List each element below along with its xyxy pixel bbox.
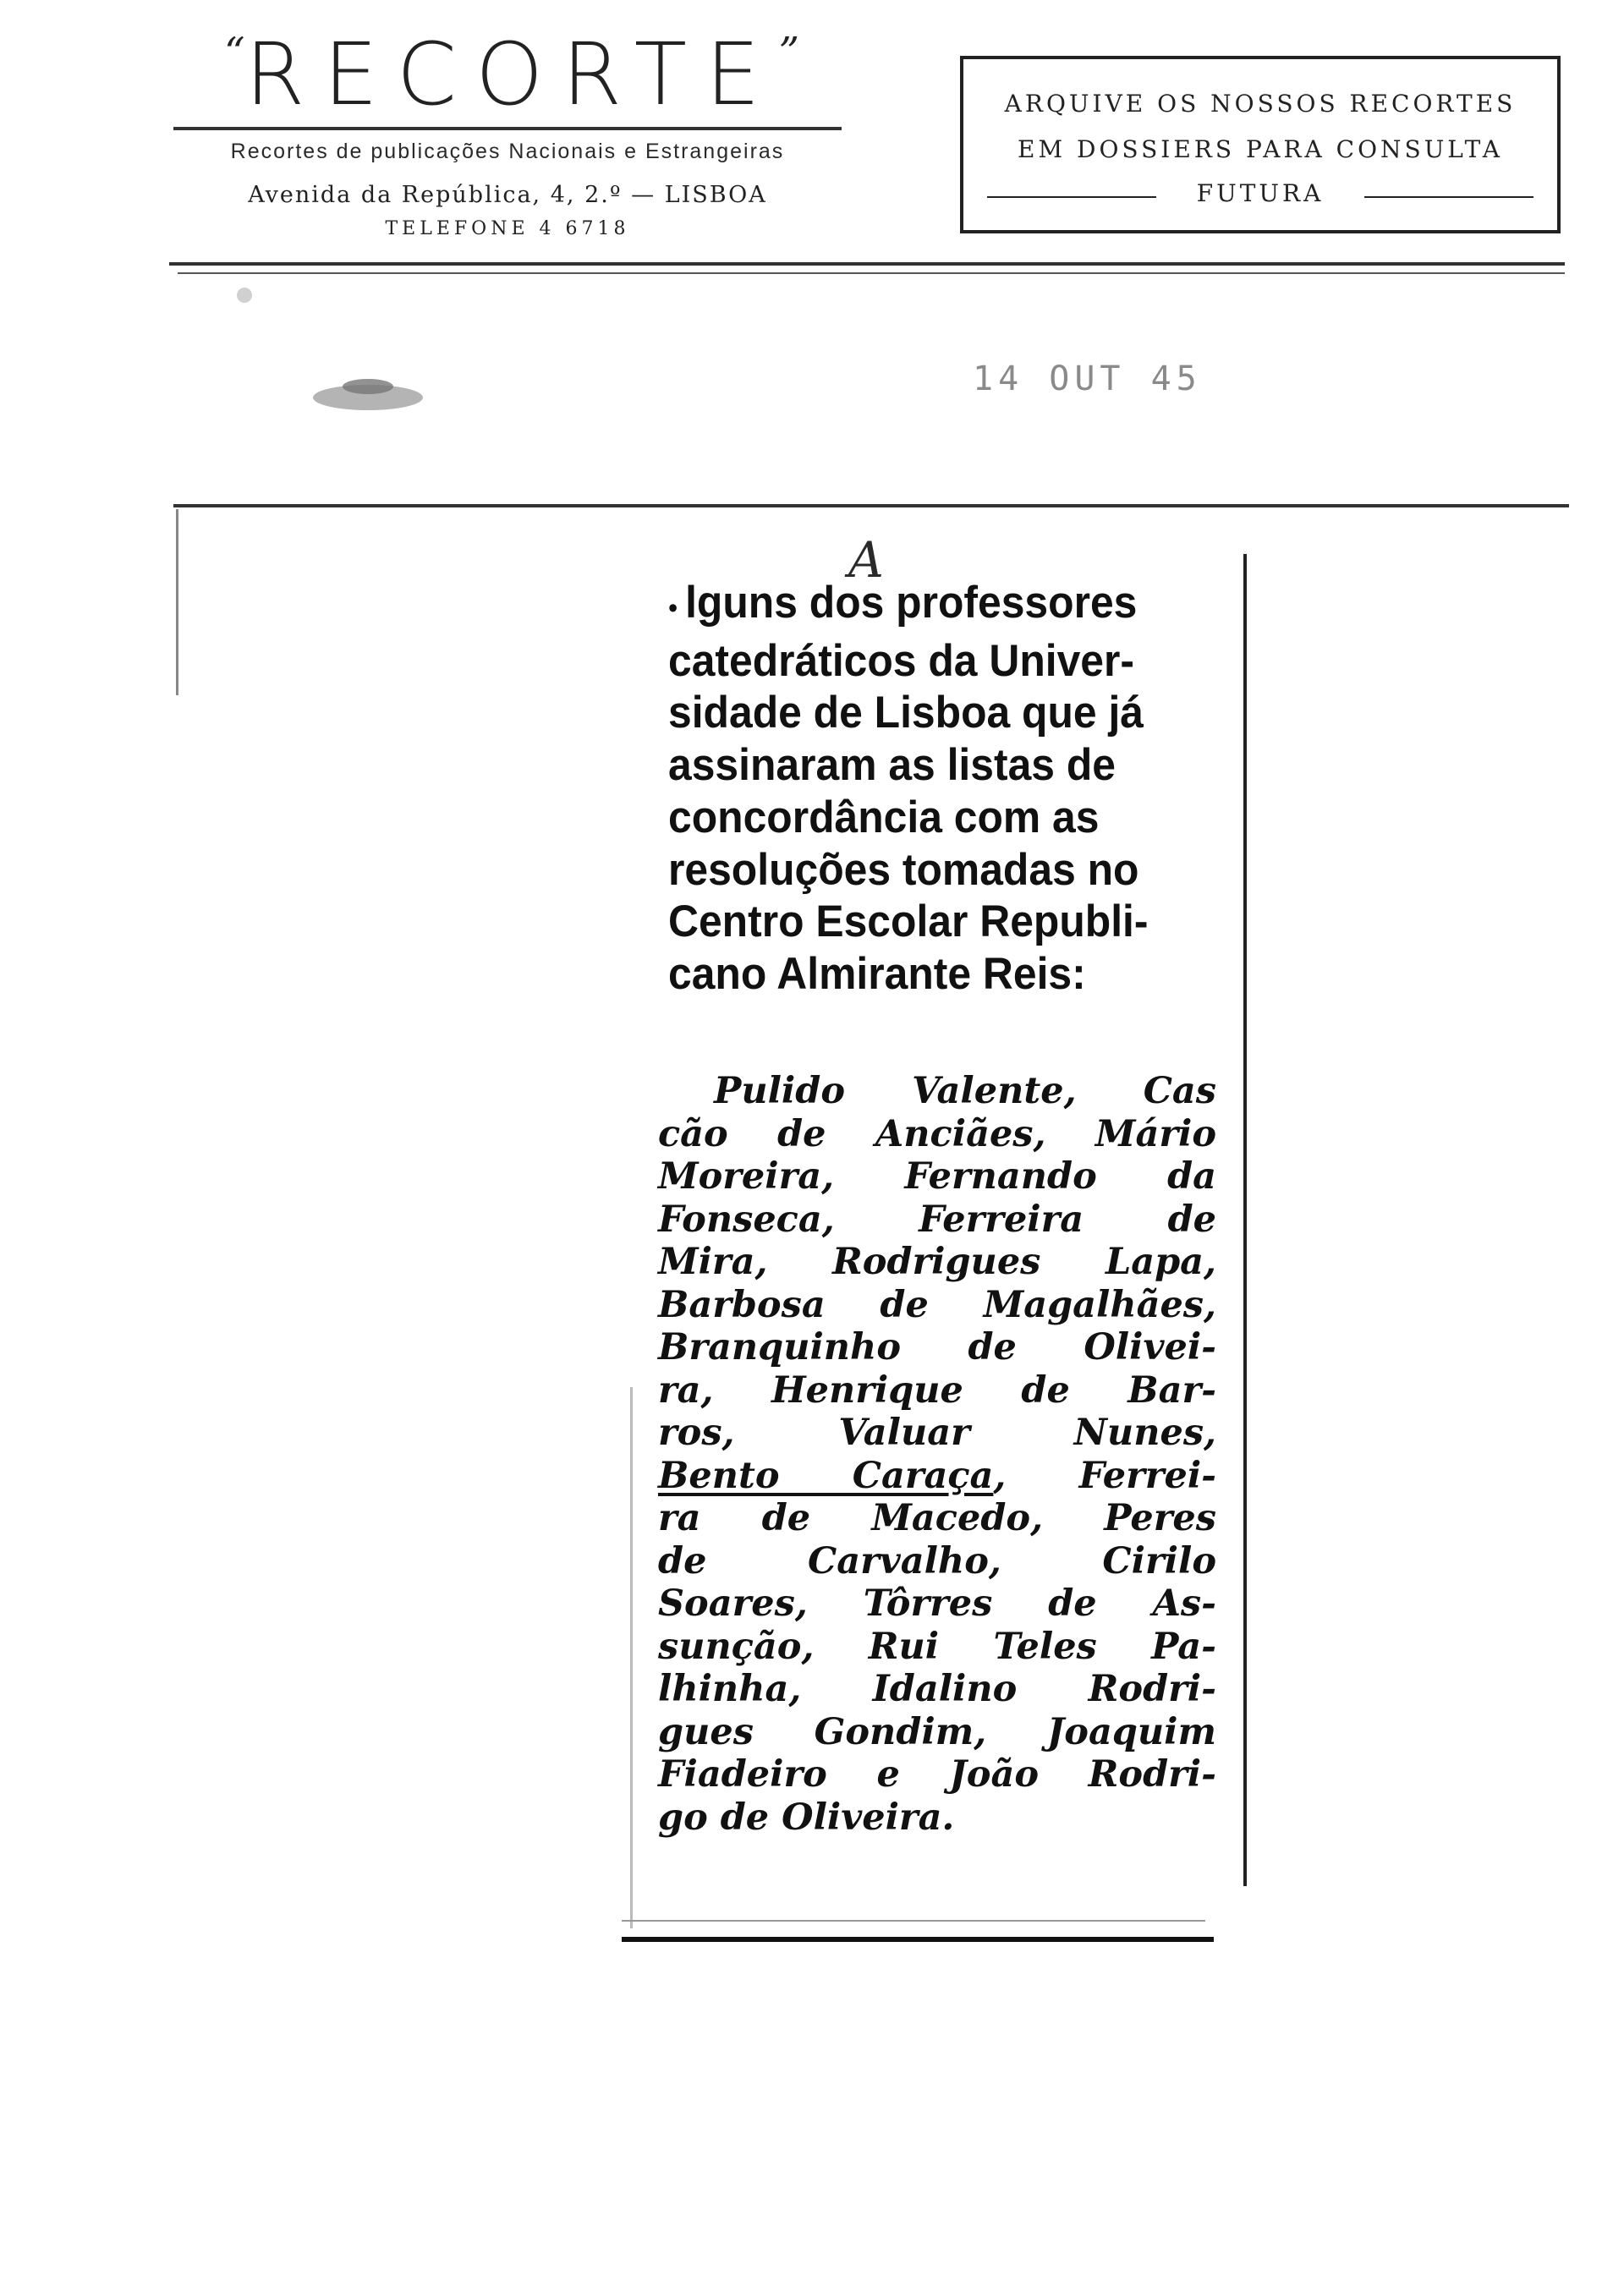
notice-line-1: ARQUIVE OS NOSSOS RECORTES — [1004, 90, 1517, 118]
clipping-edge-right — [1243, 554, 1247, 1886]
headline-line: cano Almirante Reis: — [668, 948, 1086, 999]
headline-line: resoluções tomadas no — [668, 844, 1139, 895]
header-divider — [169, 262, 1565, 266]
letterhead-title — [173, 25, 850, 125]
names-line: Fonseca, Ferreira de — [658, 1198, 1216, 1241]
headline-text: lguns dos professores — [685, 578, 1138, 628]
headline-line: Centro Escolar Republi- — [668, 897, 1149, 947]
notice-dash-right — [1364, 196, 1533, 198]
clipping-edge-bottom — [622, 1937, 1214, 1942]
notice-line-3: FUTURA — [1196, 179, 1325, 207]
names-line: Mira, Rodrigues Lapa, — [658, 1241, 1216, 1283]
names-line: ra, Henrique de Bar- — [658, 1368, 1216, 1412]
ink-speck — [237, 288, 252, 303]
header-divider-thin — [178, 272, 1565, 274]
headline-line: catedráticos da Univer- — [668, 635, 1135, 686]
ink-smudge — [343, 379, 393, 394]
underlined-name: Bento Caraça — [658, 1454, 994, 1497]
clipping-edge-left — [630, 1387, 633, 1928]
names-line: Pulido Valente, Cas — [714, 1070, 1216, 1112]
headline-line: concordância com as — [668, 792, 1100, 842]
letterhead-rule — [173, 127, 842, 130]
names-line: Barbosa de Magalhães, — [658, 1283, 1216, 1326]
open-quote: “ — [223, 29, 245, 76]
names-line: lhinha, Idalino Rodri- — [658, 1668, 1216, 1710]
headline-line: assinaram as listas de — [668, 740, 1116, 791]
names-line: Branquinho de Olivei- — [658, 1326, 1216, 1368]
margin-line — [176, 509, 178, 695]
names-line: ra de Macedo, Peres — [658, 1497, 1216, 1539]
names-line: ros, Valuar Nunes, — [658, 1412, 1216, 1454]
names-line: cão de Anciães, Mário — [658, 1112, 1216, 1155]
close-quote: ” — [778, 29, 800, 76]
letterhead-phone: TELEFONE 4 6718 — [385, 218, 630, 239]
date-stamp: 14 OUT 45 — [973, 359, 1202, 398]
section-divider — [173, 504, 1569, 507]
clipping-headline — [668, 577, 1182, 1001]
clipping-edge-bottom-thin — [622, 1920, 1205, 1922]
names-line: Soares, Tôrres de As- — [658, 1582, 1216, 1625]
letterhead-address: Avenida da República, 4, 2.º — LISBOA — [248, 182, 767, 208]
names-line-underlined — [658, 1455, 1216, 1498]
notice-line-2: EM DOSSIERS PARA CONSULTA — [1018, 135, 1503, 163]
names-line: de Carvalho, Cirilo — [658, 1539, 1216, 1582]
letterhead-subtitle: Recortes de publicações Nacionais e Estrangeiras — [230, 140, 785, 163]
names-line: go de Oliveira. — [658, 1796, 955, 1839]
brand-name: RECORTE — [244, 25, 779, 125]
headline-line — [668, 577, 1182, 635]
signatory-names — [658, 1070, 1216, 1839]
archive-notice-box — [960, 56, 1561, 233]
names-line: Fiadeiro e João Rodri- — [658, 1753, 1216, 1796]
names-line-rest: , Ferrei- — [993, 1454, 1217, 1497]
names-line: gues Gondim, Joaquim — [658, 1710, 1216, 1753]
names-line: Moreira, Fernando da — [658, 1155, 1216, 1198]
headline-line: sidade de Lisboa que já — [668, 688, 1144, 738]
dropped-initial-mark: • — [668, 592, 686, 624]
names-line: sunção, Rui Teles Pa- — [658, 1625, 1216, 1668]
handwritten-letter-mark: A — [848, 531, 884, 589]
